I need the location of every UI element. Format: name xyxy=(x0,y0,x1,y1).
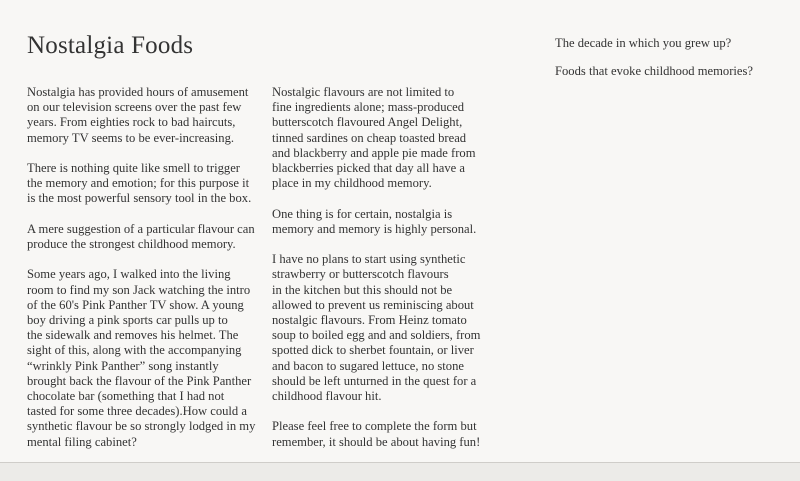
form-question: The decade in which you grew up? xyxy=(555,36,732,50)
form-questions-column xyxy=(555,36,795,92)
paragraph: I have no plans to start using synthetic strawberry or butterscotch flavours in the kitchen but this should not be allowed to prevent us reminiscing about nostalgic flavours. From Heinz tomato soup to boiled egg and and soldiers, from spotted dick to sherbet fountain, or liver and bacon to sugared lettuce, no stone should be left unturned in the quest for a childhood flavour hit. xyxy=(272,252,481,404)
paragraph: Nostalgic flavours are not limited to fine ingredients alone; mass-produced butterscotch flavoured Angel Delight, tinned sardines on cheap toasted bread and blackberry and apple pie made from blackberries picked that day all have a place in my childhood memory. xyxy=(272,85,476,191)
text-column-middle xyxy=(272,85,517,465)
paragraph: A mere suggestion of a particular flavour can produce the strongest childhood memory. xyxy=(27,221,255,251)
page-bottom-edge xyxy=(0,462,800,481)
form-question: Foods that evoke childhood memories? xyxy=(555,64,753,79)
paragraph: Nostalgia has provided hours of amusement on our television screens over the past few years. From eighties rock to bad haircuts, memory TV seems to be ever-increasing. xyxy=(27,85,249,145)
text-column-left xyxy=(27,85,267,465)
paragraph: There is nothing quite like smell to trigger the memory and emotion; for this purpose it is the most powerful sensory tool in the box. xyxy=(27,161,252,206)
paragraph: Some years ago, I walked into the living room to find my son Jack watching the intro of the 60's Pink Panther TV show. A young boy driving a pink sports car pulls up to the sidewalk and removes his helmet. The sight of this, along with the accompanying “wrinkly Pink Panther” song instantly brought back the flavour of the Pink Panther chocolate bar (something that I had not tasted for some three decades).How could a synthetic flavour be so strongly lodged in my mental filing cabinet? xyxy=(27,267,256,449)
paragraph: Please feel free to complete the form but remember, it should be about having fun! xyxy=(272,419,481,449)
page-title: Nostalgia Foods xyxy=(27,32,194,59)
paragraph: One thing is for certain, nostalgia is memory and memory is highly personal. xyxy=(272,206,477,236)
